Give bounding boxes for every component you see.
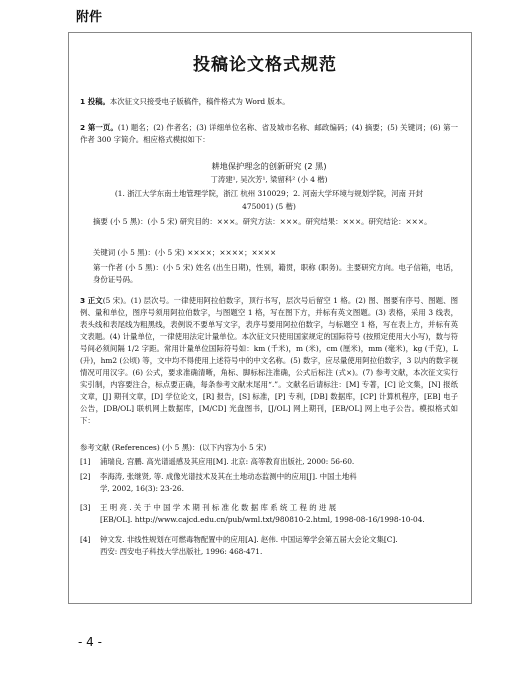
page-number: - 4 -	[78, 635, 102, 649]
reference-text: 李海涛, 张继贤, 等. 成像光谱技术及其在土地动态监测中的应用[J]. 中国土地科	[100, 472, 357, 481]
document-title: 投稿论文格式规范	[193, 55, 337, 75]
reference-number: [1]	[80, 457, 91, 466]
sample-keywords: 关键词 (小 5 黑)：(小 5 宋) ××××；××××；××××	[93, 248, 277, 257]
section-1-text: 本次征文只接受电子版稿件，稿件格式为 Word 版本。	[109, 97, 290, 106]
section-3-text: (5 宋)。(1) 层次号。一律使用阿拉伯数字，顶行书写，层次号后留空 1 格。(2) 图、图要有序号、图题、图例、量和单位，图序号须用阿拉伯数字，与图题空 1 格，写在图下方，并标有英文图题。(3) 表格，采用 3 线表，表头线和表尾线为粗黑线，表例说不要单写文字，表序号要用阿拉伯数字，与标题空 1 格，写在表上方，并标有英文表题。(4) 计量单位，一律使用法定计量单位。本次征文只使用国家规定的国际符号 (按照定使用大小写)，数与符号间必须间隔 1/2 字距。常用计量单位国际符号如：km (千米)，m (米)，cm (厘米)，mm (毫米)，kg (千克)，L (升)，hm2 (公顷) 等，文中均不得使用上述符号中的中文名称。(5) 数字，应尽量使用阿拉伯数字，3 以内的数字视情况可用汉字。(6) 公式，要求准确清晰，角标、脚标标注准确，公式后标注 (式×)。(7) 参考文献，本次征文实行实引制，内容要注合，标点要正确，每条参考文献末尾用“.”。文献名后请标注：[M] 专著，[C] 论文集，[N] 报纸文章，[J] 期刊文章，[D] 学位论文，[R] 报告，[S] 标准，[P] 专利，[DB] 数据库，[CP] 计算机程序，[EB] 电子公告，[DB/OL] 联机网上数据库，[M/CD] 光盘图书，[J/OL] 网上期刊，[EB/OL] 网上电子公告。模拟格式如下：	[80, 296, 458, 425]
sample-affiliation-line-2: 475001) (5 楷)	[242, 202, 296, 211]
reference-item	[80, 471, 458, 495]
reference-continuation: 学, 2002, 16(3): 23-26.	[100, 484, 184, 493]
section-3-label: 3 正文	[80, 296, 103, 305]
references-heading: 参考文献 (References) (小 5 黑)：(以下内容为小 5 宋)	[80, 443, 267, 452]
section-1	[80, 96, 458, 108]
section-3	[80, 295, 458, 427]
reference-item	[80, 534, 458, 558]
attachment-label: 附件	[76, 10, 103, 25]
sample-author-bio: 第一作者 (小 5 黑)：(小 5 宋) 姓名 (出生日期)，性别，籍贯，职称 (职务)。主要研究方向。电子信箱，电话，身份证号码。	[93, 263, 458, 284]
reference-number: [3]	[80, 503, 91, 512]
reference-item	[80, 456, 458, 468]
reference-text: 浦瑞良, 宫鹏. 高光谱遥感及其应用[M]. 北京: 高等教育出版社, 2000: 56-60.	[100, 457, 355, 466]
section-2-text: (1) 题名；(2) 作者名；(3) 详细单位名称、省及城市名称、邮政编码；(4) 摘要；(5) 关键词；(6) 第一作者 300 字简介。相应格式模拟如下：	[80, 123, 458, 144]
sample-paper-title: 耕地保护理念的创新研究 (2 黑)	[211, 161, 327, 171]
section-2-label: 2 第一页。	[80, 123, 118, 132]
section-2	[80, 122, 458, 146]
section-1-label: 1 投稿。	[80, 97, 110, 106]
reference-continuation: [EB/OL]. http://www.cajcd.edu.cn/pub/wml.txt/980810-2.html, 1998-08-16/1998-10-04.	[100, 515, 425, 524]
sample-abstract: 摘要 (小 5 黑)：(小 5 宋) 研究目的：×××。研究方法：×××。研究结果：×××。研究结论：×××。	[93, 217, 432, 226]
sample-authors: 丁涛建¹, 吴次芳¹, 梁留科² (小 4 楷)	[210, 175, 328, 184]
reference-continuation: 西安: 西安电子科技大学出版社, 1996: 468-471.	[100, 547, 263, 556]
reference-text: 钟文发. 非线性规划在可燃毒物配置中的应用[A]. 赵伟. 中国运筹学会第五届大会论文集[C].	[100, 535, 398, 544]
reference-number: [4]	[80, 535, 91, 544]
reference-item	[80, 502, 458, 526]
reference-text: 王 明 亮 . 关 于 中 国 学 术 期 刊 标 准 化 数 据 库 系 统 工 程 的 进 展	[100, 503, 337, 512]
sample-affiliation-line-1: (1. 浙江大学东南土地管理学院，浙江 杭州 310029；2. 河南大学环境与规划学院，河南 开封	[114, 189, 424, 198]
reference-number: [2]	[80, 472, 91, 481]
